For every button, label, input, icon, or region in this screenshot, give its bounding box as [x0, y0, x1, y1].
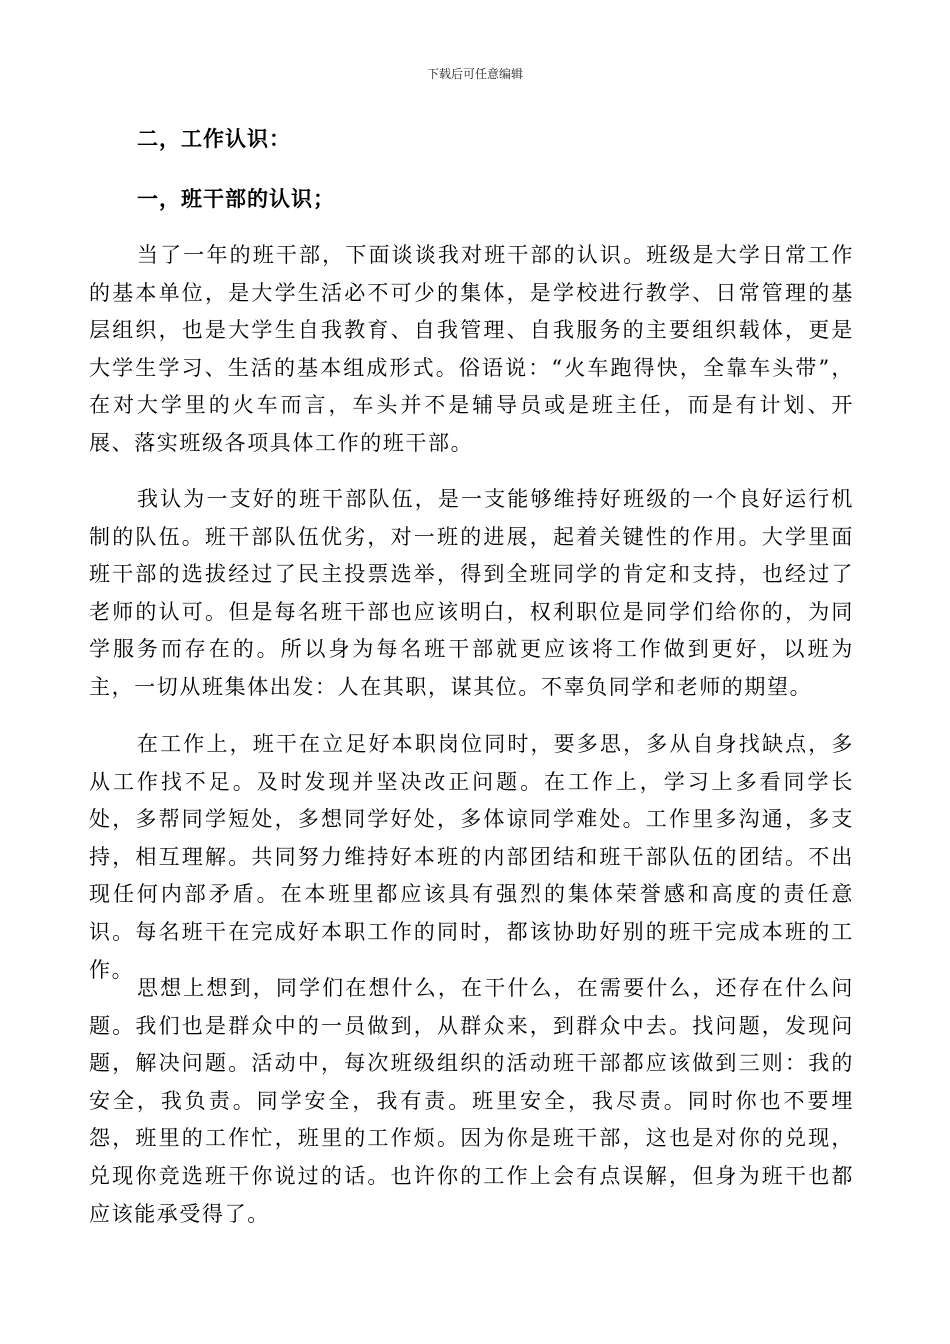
paragraph-1: 当了一年的班干部，下面谈谈我对班干部的认识。班级是大学日常工作的基本单位，是大学生活必不可少的集体，是学校进行教学、日常管理的基层组织，也是大学生自我教育、自我管理、自我服务的主要组织载体，更是大学生学习、生活的基本组成形式。俗语说：“火车跑得快，全靠车头带”，在对大学里的火车而言，车头并不是辅导员或是班主任，而是有计划、开展、落实班级各项具体工作的班干部。	[89, 243, 854, 455]
subsection-heading: 一，班干部的认识；	[137, 186, 335, 211]
page-header: 下载后可任意编辑	[426, 67, 523, 81]
paragraph-2: 我认为一支好的班干部队伍，是一支能够维持好班级的一个良好运行机制的队伍。班干部队伍优劣，对一班的进展，起着关键性的作用。大学里面班干部的选拔经过了民主投票选举，得到全班同学的肯定和支持，也经过了老师的认可。但是每名班干部也应该明白，权利职位是同学们给你的，为同学服务而存在的。所以身为每名班干部就更应该将工作做到更好，以班为主，一切从班集体出发：人在其职，谋其位。不辜负同学和老师的期望。	[89, 487, 854, 699]
paragraph-4: 思想上想到，同学们在想什么，在干什么，在需要什么，还存在什么问题。我们也是群众中的一员做到，从群众来，到群众中去。找问题，发现问题，解决问题。活动中，每次班级组织的活动班干部都应该做到三则：我的安全，我负责。同学安全，我有责。班里安全，我尽责。同时你也不要埋怨，班里的工作忙，班里的工作烦。因为你是班干部，这也是对你的兑现，兑现你竞选班干你说过的话。也许你的工作上会有点误解，但身为班干也都应该能承受得了。	[89, 976, 854, 1226]
section-heading: 二，工作认识：	[137, 126, 291, 151]
paragraph-3: 在工作上，班干在立足好本职岗位同时，要多思，多从自身找缺点，多从工作找不足。及时发现并坚决改正问题。在工作上，学习上多看同学长处，多帮同学短处，多想同学好处，多体谅同学难处。工作里多沟通，多支持，相互理解。共同努力维持好本班的内部团结和班干部队伍的团结。不出现任何内部矛盾。在本班里都应该具有强烈的集体荣誉感和高度的责任意识。每名班干在完成好本职工作的同时，都该协助好别的班干完成本班的工作。	[89, 732, 854, 982]
